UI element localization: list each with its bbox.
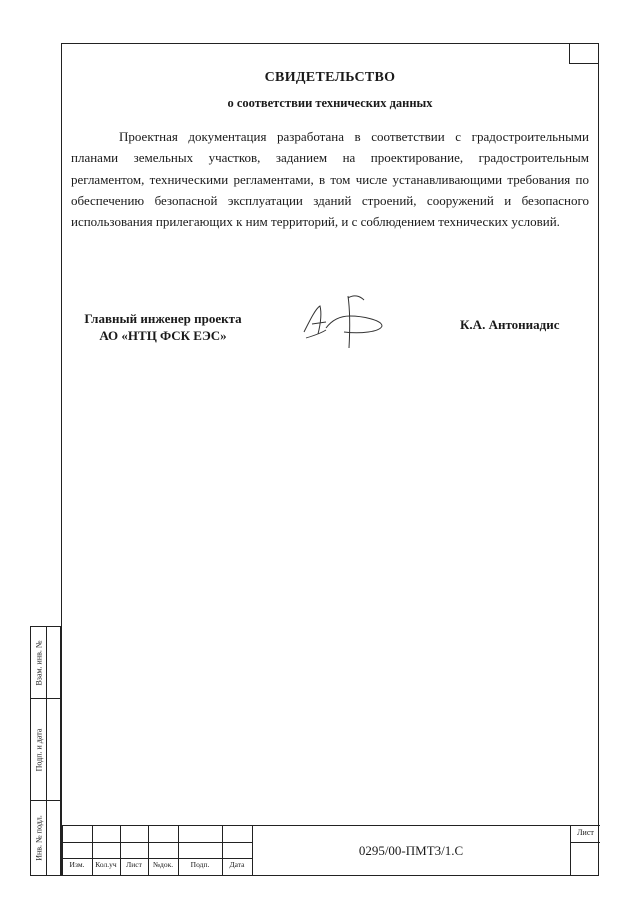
side-strip <box>30 626 61 876</box>
corner-box <box>569 43 599 64</box>
side-label-signature-date: Подп. и дата <box>34 728 44 771</box>
page-frame <box>61 43 599 876</box>
body-paragraph: Проектная документация разработана в соответствии с градостроительными планами земельных участков, заданием на проектирование, градостроительным регламентом, техническими регламентами, в том числе устанавливающими требования по обеспечению безопасной эксплуатации зданий строений, сооружений и безопасного использования прилегающих к ним территорий, и с соблюдением технических условий. <box>71 129 589 230</box>
side-cell-original-inv <box>30 800 61 876</box>
col-header-ndok: №док. <box>152 860 174 869</box>
revision-grid <box>62 826 252 875</box>
col-header-data: Дата <box>229 860 245 869</box>
signer-organization: АО «НТЦ ФСК ЕЭС» <box>99 328 227 343</box>
side-cell-replacement-inv <box>30 626 61 699</box>
document-code: 0295/00-ПМТ3/1.С <box>358 842 464 858</box>
side-label-original-inv: Инв. № подл. <box>34 815 44 861</box>
signer-name: К.А. Антониадис <box>460 317 560 332</box>
handwritten-signature <box>300 290 390 352</box>
document-title: СВИДЕТЕЛЬСТВО <box>264 70 396 85</box>
col-header-list: Лист <box>126 860 142 869</box>
signer-role <box>68 310 258 344</box>
col-header-kol-uch: Кол.уч <box>95 860 117 869</box>
sheet-box <box>570 826 600 875</box>
sheet-label: Лист <box>577 828 594 837</box>
col-header-izm: Изм. <box>69 860 85 869</box>
side-cell-signature-date <box>30 698 61 801</box>
signer-role-title: Главный инженер проекта <box>84 311 242 326</box>
title-block <box>62 825 600 875</box>
side-label-replacement-inv: Взам. инв. № <box>34 639 44 686</box>
col-header-podp: Подп. <box>190 860 210 869</box>
document-subtitle: о соответствии технических данных <box>227 96 433 110</box>
